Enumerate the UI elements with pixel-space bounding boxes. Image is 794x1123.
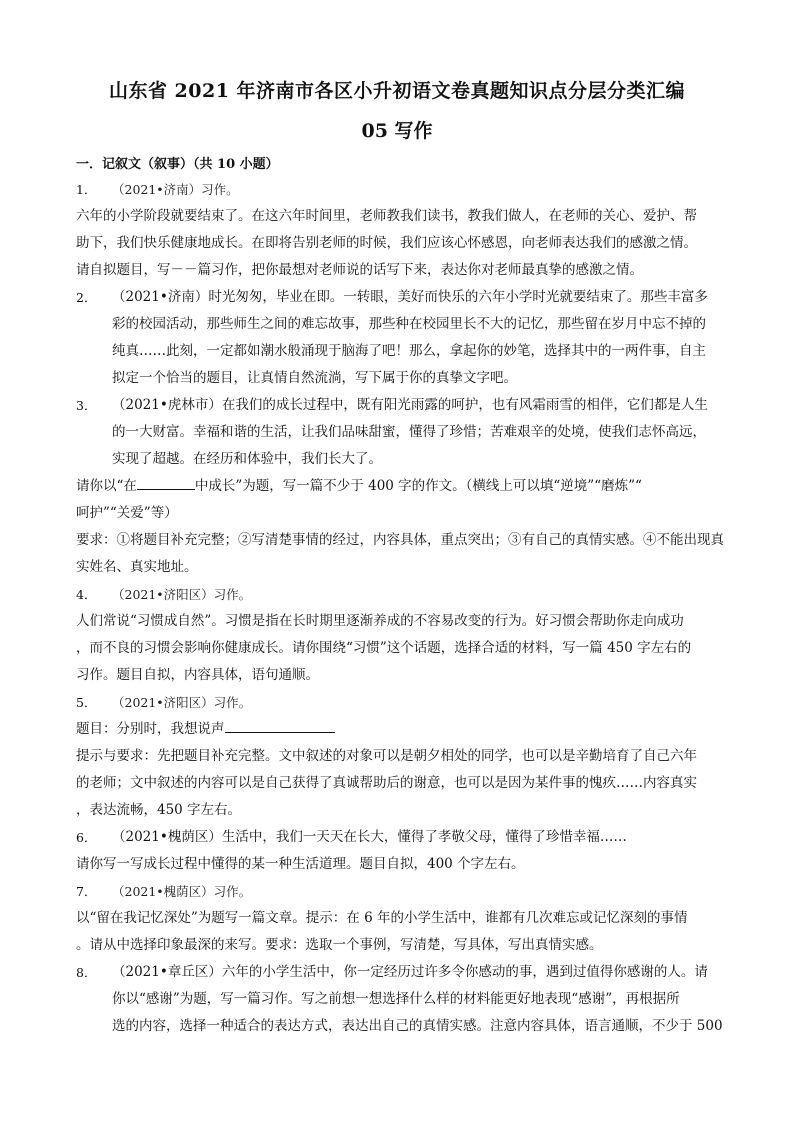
question-text-line: 拟定一个恰当的题目，让真情自然流淌，写下属于你的真挚文字吧。: [112, 370, 517, 386]
question-text-line: （2021•济南）时光匆匆，毕业在即。一转眼，美好而快乐的六年小学时光就要结束了。那些丰富多: [112, 289, 708, 305]
question-text-line: 的老师；文中叙述的内容可以是自己获得了真诚帮助后的谢意，也可以是因为某件事的愧疚……内容真实: [76, 775, 697, 791]
question-1: [76, 176, 722, 203]
question-number: 7．: [76, 884, 97, 899]
question-text-line: 彩的校园活动，那些师生之间的难忘故事，那些种在校园里长不大的记忆，那些留在岁月中忘不掉的: [112, 316, 706, 332]
question-text-line: 人们常说“习惯成自然”。习惯是指在长时期里逐渐养成的不容易改变的行为。好习惯会帮助你走向成功: [76, 613, 684, 629]
question-text-line: （2021•章丘区）六年的小学生活中，你一定经历过许多令你感动的事，遇到过值得你感谢的人。请: [112, 964, 708, 980]
question-number: 1．: [76, 182, 97, 197]
question-2: [76, 284, 722, 392]
question-text-line: 习作。题目自拟，内容具体，语句通顺。: [76, 667, 319, 683]
question-number: 4．: [76, 587, 97, 602]
question-text-line: 的一大财富。幸福和谐的生活，让我们品味甜蜜，懂得了珍惜；苦难艰辛的处境，使我们志怀高远，: [112, 424, 706, 440]
question-number: 6．: [76, 830, 97, 845]
question-text-line: ，而不良的习惯会影响你健康成长。请你围绕“习惯”这个话题，选择合适的材料，写一篇 450 字左右的: [76, 640, 692, 656]
question-number: 5．: [76, 695, 97, 710]
title-prompt: [76, 716, 722, 743]
question-3: [76, 392, 722, 473]
question-text-line: 以“留在我记忆深处”为题写一篇文章。提示：在 6 年的小学生活中，谁都有几次难忘或记忆深刻的事情: [76, 910, 688, 926]
question-number: 3．: [76, 398, 97, 413]
question-text-line: 提示与要求：先把题目补充完整。文中叙述的对象可以是朝夕相处的同学，也可以是辛勤培育了自己六年: [76, 748, 697, 764]
question-text-line: 纯真……此刻，一定都如潮水般涌现于脑海了吧！那么，拿起你的妙笔，选择其中的一两件事，自主: [112, 343, 706, 359]
question-source: （2021•济阳区）习作。: [112, 695, 252, 710]
question-text-line: 助下，我们快乐健康地成长。在即将告别老师的时候，我们应该心怀感恩，向老师表达我们的感激之情。: [76, 235, 697, 251]
document-subtitle: 05 写作: [361, 120, 433, 142]
fill-blank: [137, 475, 195, 490]
document-title: 山东省 2021 年济南市各区小升初语文卷真题知识点分层分类汇编: [108, 80, 686, 102]
requirement-line: 实姓名、真实地址。: [76, 559, 198, 575]
question-text-line: 请自拟题目，写－－篇习作，把你最想对老师说的话写下来，表达你对老师最真挚的感激之情。: [76, 262, 643, 278]
prompt-text: 中成长”为题，写一篇不少于 400 字的作文。（横线上可以填“逆境”“磨炼”“: [194, 478, 642, 494]
question-text-line: 六年的小学阶段就要结束了。在这六年时间里，老师教我们读书，教我们做人，在老师的关心、爱护、帮: [76, 208, 697, 224]
question-text-line: 。请从中选择印象最深的来写。要求：选取一个事例，写清楚，写具体，写出真情实感。: [76, 937, 603, 953]
fill-blank: [225, 718, 335, 733]
question-source: （2021•济阳区）习作。: [112, 587, 252, 602]
question-5: [76, 689, 722, 716]
question-text-line: 呵护”“关爱”等）: [76, 505, 178, 521]
prompt-text: 题目：分别时，我想说声: [76, 721, 225, 737]
document-body: [76, 154, 722, 1040]
question-text-line: 选的内容，选择一种适合的表达方式，表达出自己的真情实感。注意内容具体，语言通顺，不少于 500: [112, 1018, 723, 1034]
question-6: [76, 824, 722, 851]
question-number: 2．: [76, 290, 97, 305]
question-text-line: 实现了超越。在经历和体验中，我们长大了。: [112, 451, 382, 467]
question-source: （2021•槐荫区）习作。: [112, 884, 252, 899]
section-heading: 一．记叙文（叙事）（共 10 小题）: [76, 157, 279, 172]
question-prompt: [76, 473, 722, 500]
prompt-text: 请你以“在: [76, 478, 137, 494]
question-number: 8．: [76, 965, 97, 980]
question-text-line: （2021•虎林市）在我们的成长过程中，既有阳光雨露的呵护，也有风霜雨雪的相伴，它们都是人生: [112, 397, 708, 413]
question-7: [76, 878, 722, 905]
question-text-line: 请你写一写成长过程中懂得的某一种生活道理。题目自拟，400 个字左右。: [76, 856, 525, 872]
question-8: [76, 959, 722, 1040]
question-text-line: （2021•槐荫区）生活中，我们一天天在长大，懂得了孝敬父母，懂得了珍惜幸福……: [112, 829, 627, 845]
question-text-line: 你以“感谢”为题，写一篇习作。写之前想一想选择什么样的材料能更好地表现“感谢”，再根据所: [112, 991, 680, 1007]
question-source: （2021•济南）习作。: [112, 182, 239, 197]
requirement-line: 要求：①将题目补充完整；②写清楚事情的经过，内容具体，重点突出；③有自己的真情实感。④不能出现真: [76, 532, 724, 548]
question-text-line: ，表达流畅，450 字左右。: [76, 802, 242, 818]
question-4: [76, 581, 722, 608]
